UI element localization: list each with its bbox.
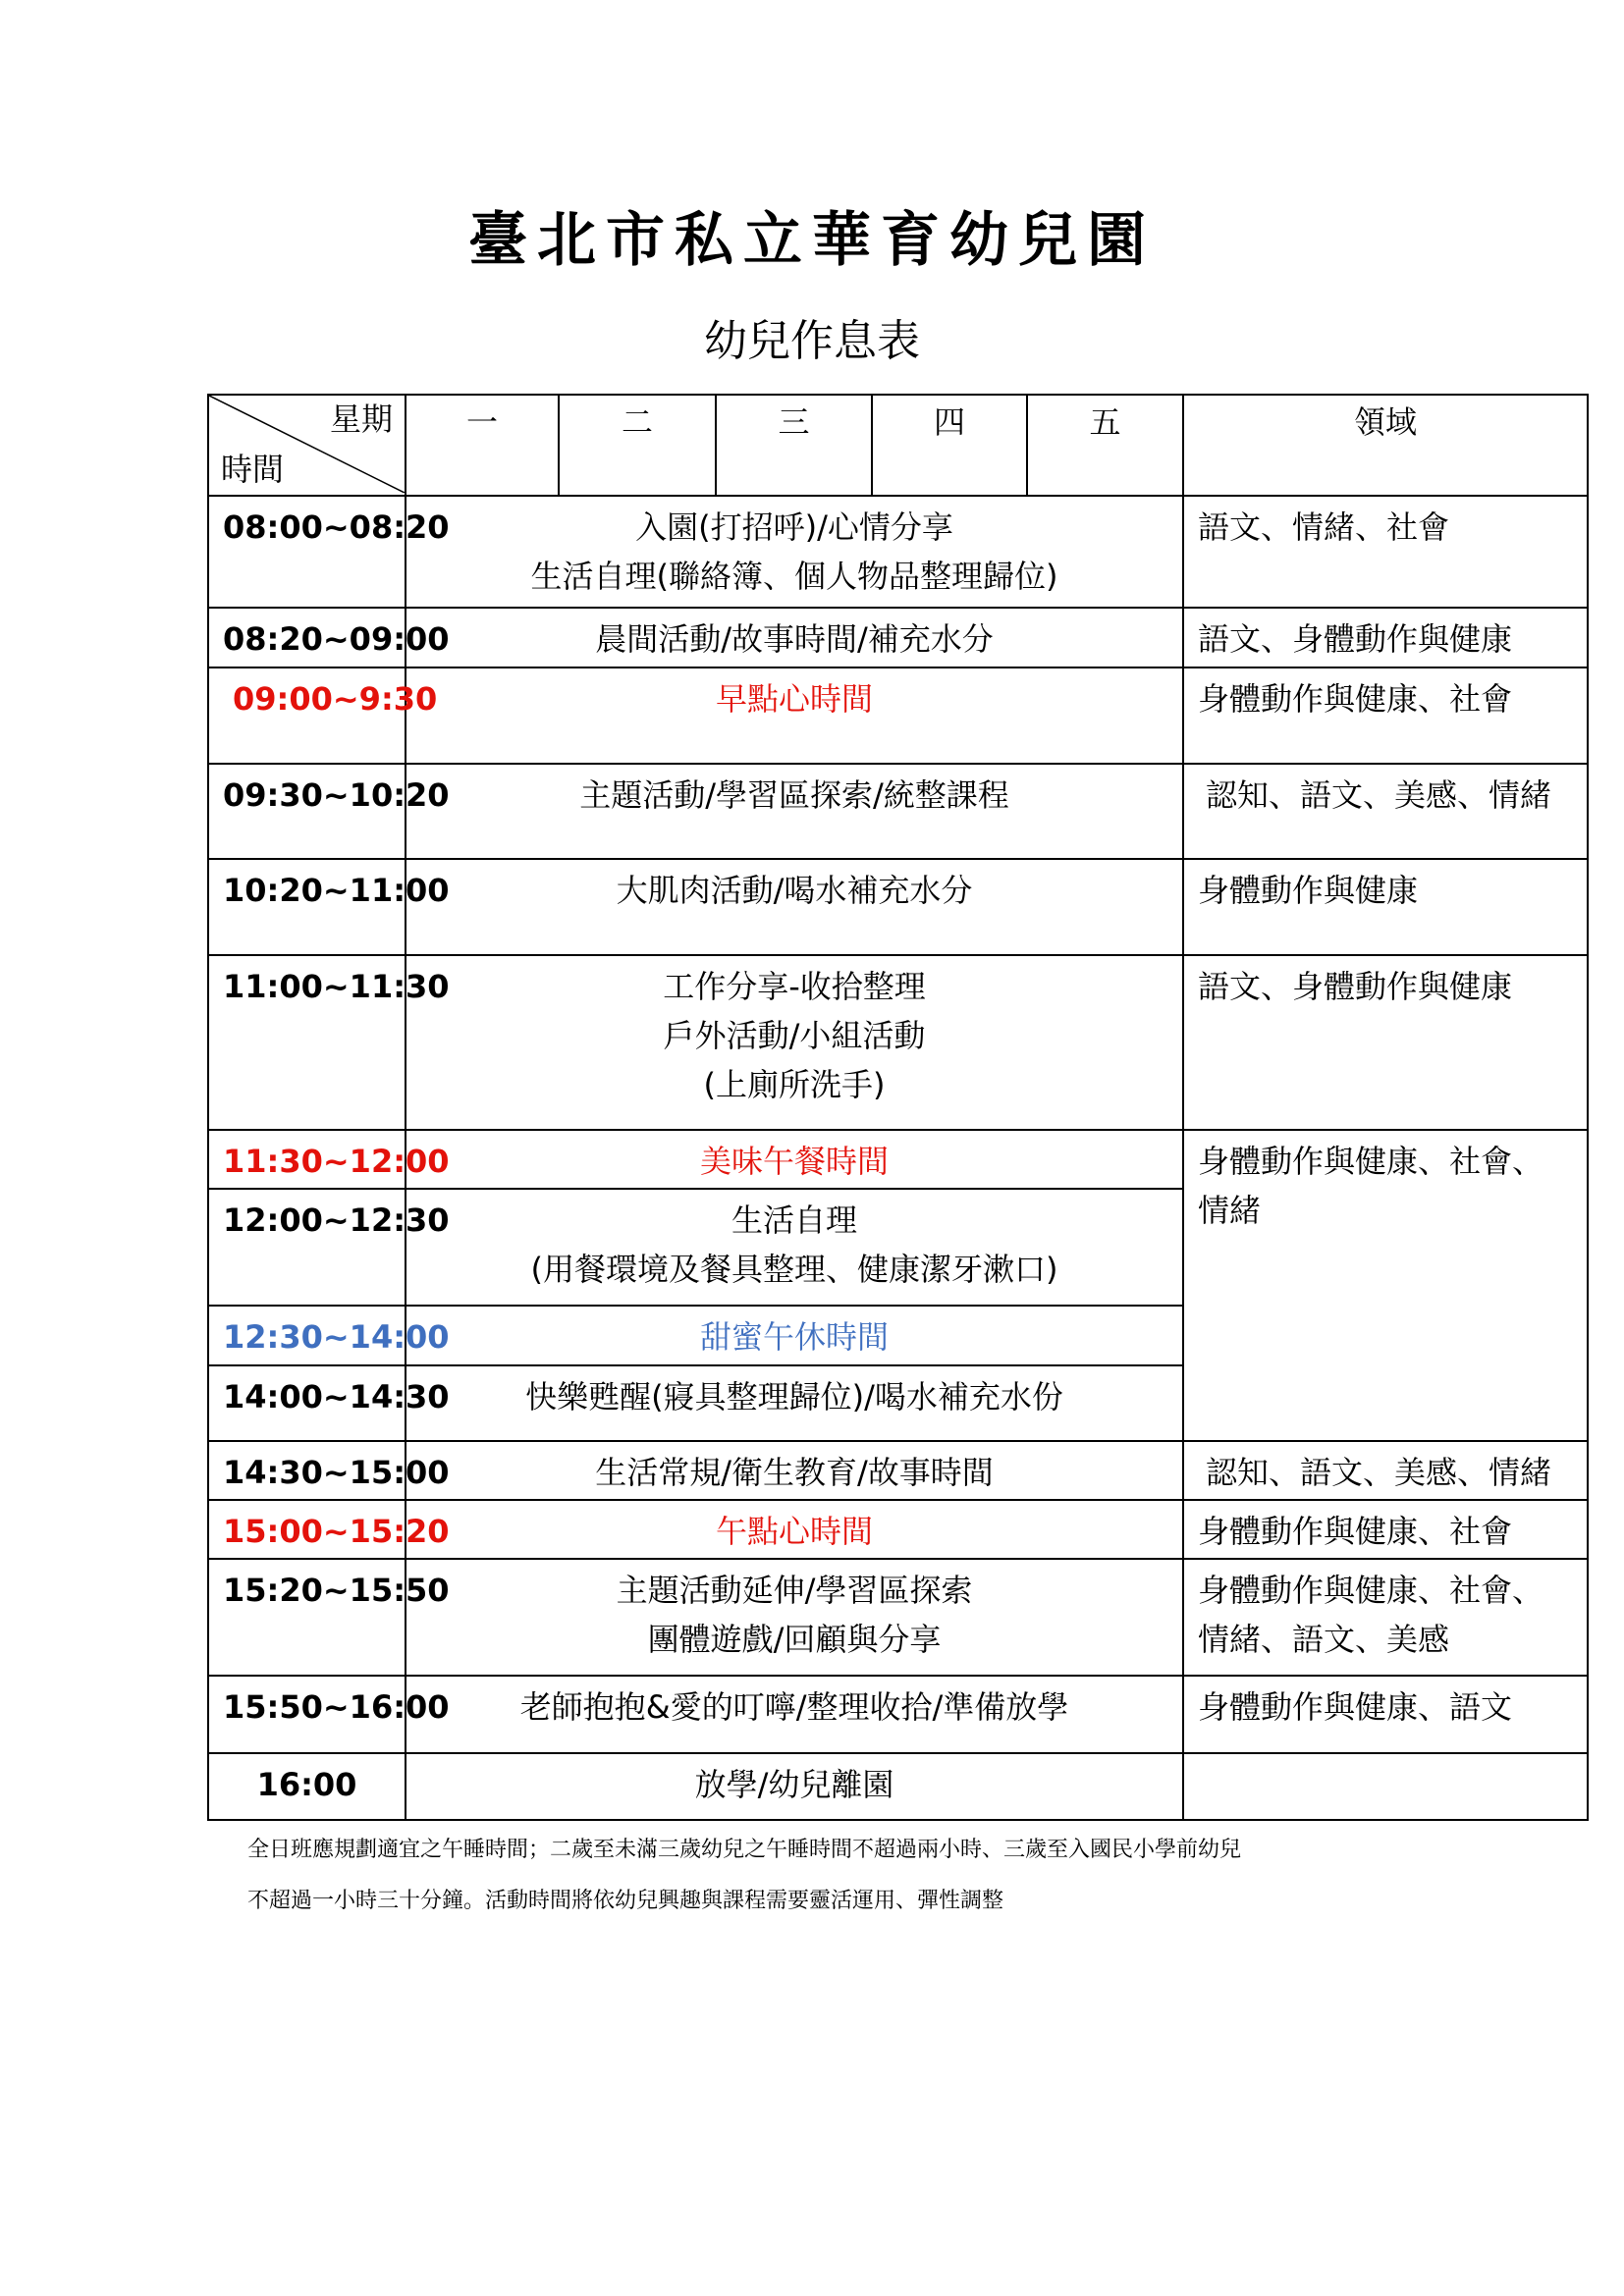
table-header-row xyxy=(208,395,1588,496)
activity-line: 生活常規/衛生教育/故事時間 xyxy=(595,1454,994,1491)
table-row xyxy=(208,764,1588,859)
activity-line: 主題活動延伸/學習區探索 xyxy=(616,1572,973,1609)
domain-cell: 身體動作與健康、社會 xyxy=(1183,667,1588,764)
time-cell: 09:30~10:20 xyxy=(208,764,406,859)
activity-line: 早點心時間 xyxy=(715,680,873,718)
activity-cell xyxy=(406,608,1183,667)
domain-cell: 語文、身體動作與健康 xyxy=(1183,608,1588,667)
activity-line: 老師抱抱&愛的叮嚀/整理收拾/準備放學 xyxy=(519,1688,1069,1726)
week-label: 星期 xyxy=(329,400,393,438)
activity-line: (上廁所洗手) xyxy=(703,1066,886,1103)
domain-cell xyxy=(1183,1130,1588,1441)
table-row xyxy=(208,1559,1588,1676)
domain-cell: 身體動作與健康、語文 xyxy=(1183,1676,1588,1753)
table-row xyxy=(208,1441,1588,1500)
time-cell: 16:00 xyxy=(208,1753,406,1820)
domain-line: 情緒 xyxy=(1198,1192,1262,1229)
table-row xyxy=(208,859,1588,955)
table-row xyxy=(208,496,1588,608)
day-header-fri: 五 xyxy=(1027,395,1183,496)
schedule-subtitle: 幼兒作息表 xyxy=(704,316,920,366)
time-cell: 08:00~08:20 xyxy=(208,496,406,608)
activity-cell xyxy=(406,667,1183,764)
activity-line: 美味午餐時間 xyxy=(699,1143,889,1180)
activity-line: 甜蜜午休時間 xyxy=(699,1318,889,1356)
domain-cell: 認知、語文、美感、情緒 xyxy=(1183,1441,1588,1500)
time-cell: 11:30~12:00 xyxy=(208,1130,406,1189)
activity-line: (用餐環境及餐具整理、健康潔牙漱口) xyxy=(530,1251,1058,1288)
activity-cell xyxy=(406,1306,1183,1365)
activity-cell xyxy=(406,1500,1183,1559)
activity-line: 工作分享-收拾整理 xyxy=(663,968,926,1005)
activity-line: 放學/幼兒離園 xyxy=(694,1766,894,1803)
activity-cell xyxy=(406,955,1183,1130)
table-row xyxy=(208,667,1588,764)
activity-line: 午點心時間 xyxy=(715,1513,873,1550)
school-name-title: 臺北市私立華育幼兒園 xyxy=(468,206,1156,275)
footnote-flexible-schedule: 不超過一小時三十分鐘。活動時間將依幼兒興趣與課程需要靈活運用、彈性調整 xyxy=(247,1889,1004,1913)
activity-cell xyxy=(406,1559,1183,1676)
activity-cell xyxy=(406,1676,1183,1753)
time-cell: 14:30~15:00 xyxy=(208,1441,406,1500)
activity-cell xyxy=(406,859,1183,955)
daily-schedule-table xyxy=(207,394,1589,1821)
activity-cell xyxy=(406,496,1183,608)
activity-line: 團體遊戲/回顧與分享 xyxy=(647,1621,942,1658)
time-cell: 11:00~11:30 xyxy=(208,955,406,1130)
activity-line: 生活自理(聯絡簿、個人物品整理歸位) xyxy=(530,558,1058,595)
activity-cell xyxy=(406,1189,1183,1306)
table-row xyxy=(208,1500,1588,1559)
time-cell: 15:50~16:00 xyxy=(208,1676,406,1753)
activity-line: 晨間活動/故事時間/補充水分 xyxy=(595,620,994,658)
activity-cell xyxy=(406,1130,1183,1189)
domain-cell xyxy=(1183,1559,1588,1676)
activity-line: 快樂甦醒(寢具整理歸位)/喝水補充水份 xyxy=(525,1378,1063,1415)
activity-line: 入園(打招呼)/心情分享 xyxy=(635,508,953,546)
day-header-tue: 二 xyxy=(559,395,716,496)
activity-cell xyxy=(406,1441,1183,1500)
time-cell: 12:00~12:30 xyxy=(208,1189,406,1306)
activity-cell xyxy=(406,1753,1183,1820)
time-cell: 15:00~15:20 xyxy=(208,1500,406,1559)
time-cell: 10:20~11:00 xyxy=(208,859,406,955)
activity-line: 主題活動/學習區探索/統整課程 xyxy=(579,776,1009,814)
time-cell: 14:00~14:30 xyxy=(208,1365,406,1441)
domain-line: 身體動作與健康、社會、 xyxy=(1198,1572,1544,1609)
domain-line: 身體動作與健康、社會、 xyxy=(1198,1143,1544,1180)
table-row xyxy=(208,1753,1588,1820)
time-cell: 12:30~14:00 xyxy=(208,1306,406,1365)
domain-cell: 身體動作與健康 xyxy=(1183,859,1588,955)
table-row xyxy=(208,955,1588,1130)
domain-line: 情緒、語文、美感 xyxy=(1198,1621,1450,1658)
day-header-wed: 三 xyxy=(716,395,872,496)
table-row xyxy=(208,608,1588,667)
day-header-thu: 四 xyxy=(872,395,1027,496)
domain-cell: 身體動作與健康、社會 xyxy=(1183,1500,1588,1559)
domain-cell: 語文、身體動作與健康 xyxy=(1183,955,1588,1130)
activity-cell xyxy=(406,1365,1183,1441)
time-cell: 09:00~9:30 xyxy=(208,667,406,764)
time-cell: 15:20~15:50 xyxy=(208,1559,406,1676)
domain-cell: 認知、語文、美感、情緒 xyxy=(1183,764,1588,859)
day-header-mon: 一 xyxy=(406,395,559,496)
domain-cell-empty xyxy=(1183,1753,1588,1820)
time-label: 時間 xyxy=(221,451,285,488)
activity-line: 生活自理 xyxy=(731,1201,857,1239)
activity-line: 戶外活動/小組活動 xyxy=(663,1017,926,1054)
footnote-nap-policy: 全日班應規劃適宜之午睡時間；二歲至未滿三歲幼兒之午睡時間不超過兩小時、三歲至入國民小學前幼兒 xyxy=(247,1838,1242,1862)
domain-header: 領域 xyxy=(1183,395,1588,496)
table-row xyxy=(208,1130,1588,1189)
domain-cell: 語文、情緒、社會 xyxy=(1183,496,1588,608)
activity-line: 大肌肉活動/喝水補充水分 xyxy=(616,872,973,909)
time-cell: 08:20~09:00 xyxy=(208,608,406,667)
header-diagonal-cell xyxy=(208,395,406,496)
table-row xyxy=(208,1676,1588,1753)
activity-cell xyxy=(406,764,1183,859)
